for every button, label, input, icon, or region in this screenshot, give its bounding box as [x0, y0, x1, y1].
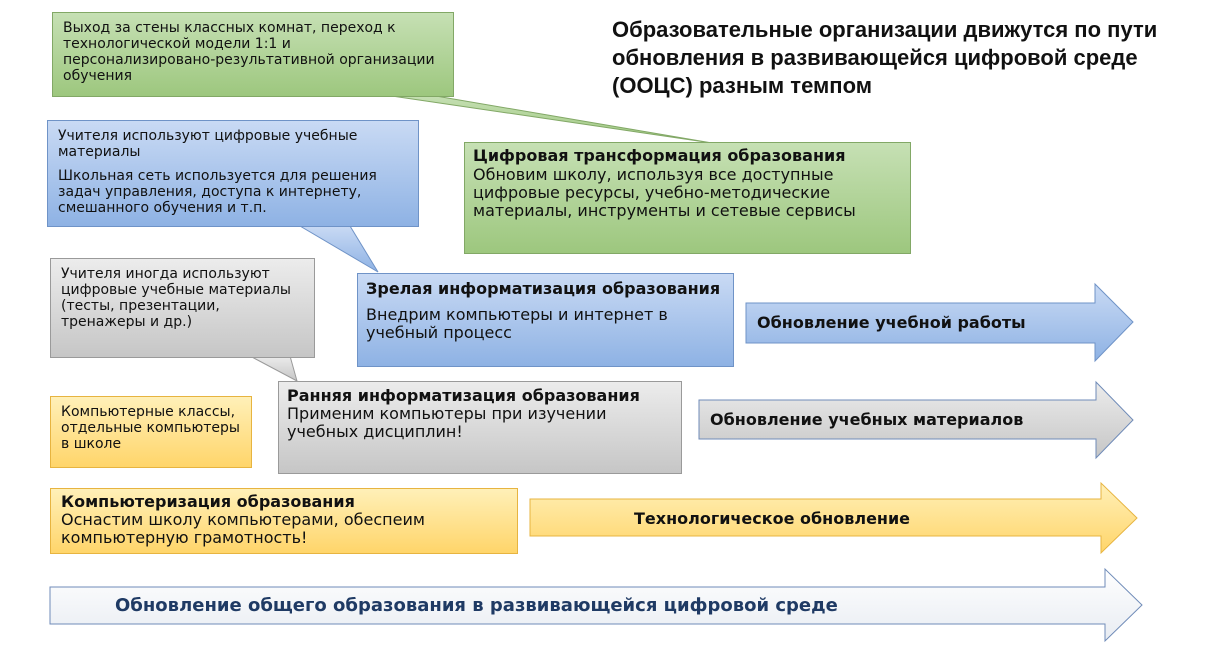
stage-computerization — [50, 488, 518, 554]
arrow-work-label: Обновление учебной работы — [757, 313, 1026, 332]
stage-early-title: Ранняя информатизация образования — [287, 386, 640, 405]
blue-note-paragraph-2: Школьная сеть используется для решения задач управления, доступа к интернету, смешанного обучения и т.п. — [58, 168, 377, 216]
stage-mature-text: Внедрим компьютеры и интернет в учебный процесс — [366, 305, 668, 342]
stage-mature-title: Зрелая информатизация образования — [366, 279, 721, 298]
stage-digital-transformation — [464, 142, 911, 254]
blue-note-paragraph-1: Учителя используют цифровые учебные материалы — [58, 128, 358, 160]
stage-early-text: Применим компьютеры при изучении учебных дисциплин! — [287, 404, 607, 441]
arrow-tech-label: Технологическое обновление — [634, 509, 911, 528]
green-callout-tail — [385, 95, 712, 143]
blue-callout-note — [47, 120, 419, 227]
gray-callout-tail — [250, 356, 297, 381]
stage-transformation-text: Обновим школу, используя все доступные цифровые ресурсы, учебно-методические материалы, инструменты и сетевые сервисы — [473, 165, 856, 220]
arrow-materials-label: Обновление учебных материалов — [710, 410, 1024, 429]
gray-callout-note: Учителя иногда используют цифровые учебные материалы (тесты, презентации, тренажеры и др.) — [50, 258, 315, 358]
stage-mature-informatization — [357, 273, 734, 367]
stage-computerization-title: Компьютеризация образования — [61, 492, 355, 511]
page-title: Образовательные организации движутся по пути обновления в развивающейся цифровой среде (ООЦС) разным темпом — [612, 17, 1158, 98]
arrow-general-label: Обновление общего образования в развивающейся цифровой среде — [115, 595, 838, 616]
green-callout-note: Выход за стены классных комнат, переход к технологической модели 1:1 и персонализировано-результативной организации обучения — [52, 12, 454, 97]
stage-computerization-text: Оснастим школу компьютерами, обеспеим компьютерную грамотность! — [61, 510, 425, 547]
stage-transformation-title: Цифровая трансформация образования — [473, 146, 846, 165]
yellow-callout-note: Компьютерные классы, отдельные компьютеры в школе — [50, 396, 252, 468]
stage-early-informatization — [278, 381, 682, 474]
